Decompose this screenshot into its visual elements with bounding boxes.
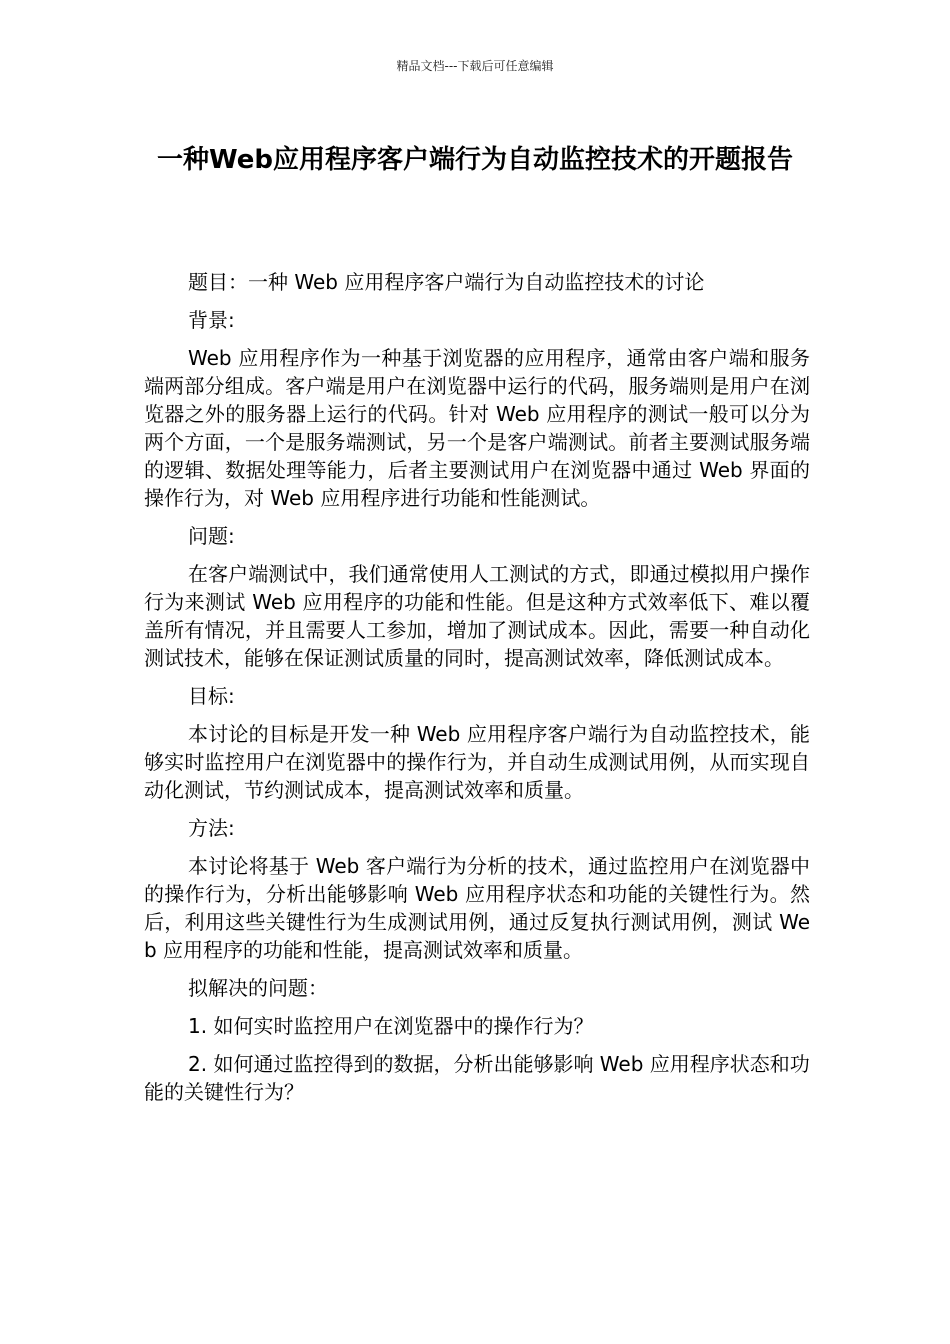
method-heading: 方法: bbox=[188, 816, 235, 840]
goal-paragraph: 本讨论的目标是开发一种 Web 应用程序客户端行为自动监控技术，能够实时监控用户在浏览器中的操作行为，并自动生成测试用例，从而实现自动化测试，节约测试成本，提高测试效率和质量。 bbox=[144, 722, 810, 802]
background-paragraph: Web 应用程序作为一种基于浏览器的应用程序，通常由客户端和服务端两部分组成。客户端是用户在浏览器中运行的代码，服务端则是用户在浏览器之外的服务器上运行的代码。针对 Web 应用程序的测试一般可以分为两个方面，一个是服务端测试，另一个是客户端测试。前者主要测试服务端的逻辑、数据处理等能力，后者主要测试用户在浏览器中通过 Web 界面的操作行为，对 Web 应用程序进行功能和性能测试。 bbox=[144, 346, 810, 510]
subject-line: 题目：一种 Web 应用程序客户端行为自动监控技术的讨论 bbox=[188, 270, 705, 294]
document-title: 一种Web应用程序客户端行为自动监控技术的开题报告 bbox=[157, 145, 793, 175]
problem-heading: 问题: bbox=[188, 524, 235, 548]
problem-paragraph: 在客户端测试中，我们通常使用人工测试的方式，即通过模拟用户操作行为来测试 Web 应用程序的功能和性能。但是这种方式效率低下、难以覆盖所有情况，并且需要人工参加，增加了测试成本。因此，需要一种自动化测试技术，能够在保证测试质量的同时，提高测试效率，降低测试成本。 bbox=[144, 562, 810, 670]
issue-item: 1. 如何实时监控用户在浏览器中的操作行为？ bbox=[188, 1014, 594, 1038]
issue-item: 2. 如何通过监控得到的数据，分析出能够影响 Web 应用程序状态和功能的关键性行为？ bbox=[144, 1052, 810, 1104]
goal-heading: 目标: bbox=[188, 684, 235, 708]
document-body bbox=[144, 268, 810, 1116]
background-heading: 背景: bbox=[188, 308, 235, 332]
header-note: 精品文档---下载后可任意编辑 bbox=[396, 59, 554, 73]
method-paragraph: 本讨论将基于 Web 客户端行为分析的技术，通过监控用户在浏览器中的操作行为，分析出能够影响 Web 应用程序状态和功能的关键性行为。然后，利用这些关键性行为生成测试用例，通过反复执行测试用例，测试 Web 应用程序的功能和性能，提高测试效率和质量。 bbox=[144, 854, 810, 962]
issues-heading: 拟解决的问题： bbox=[188, 976, 328, 1000]
